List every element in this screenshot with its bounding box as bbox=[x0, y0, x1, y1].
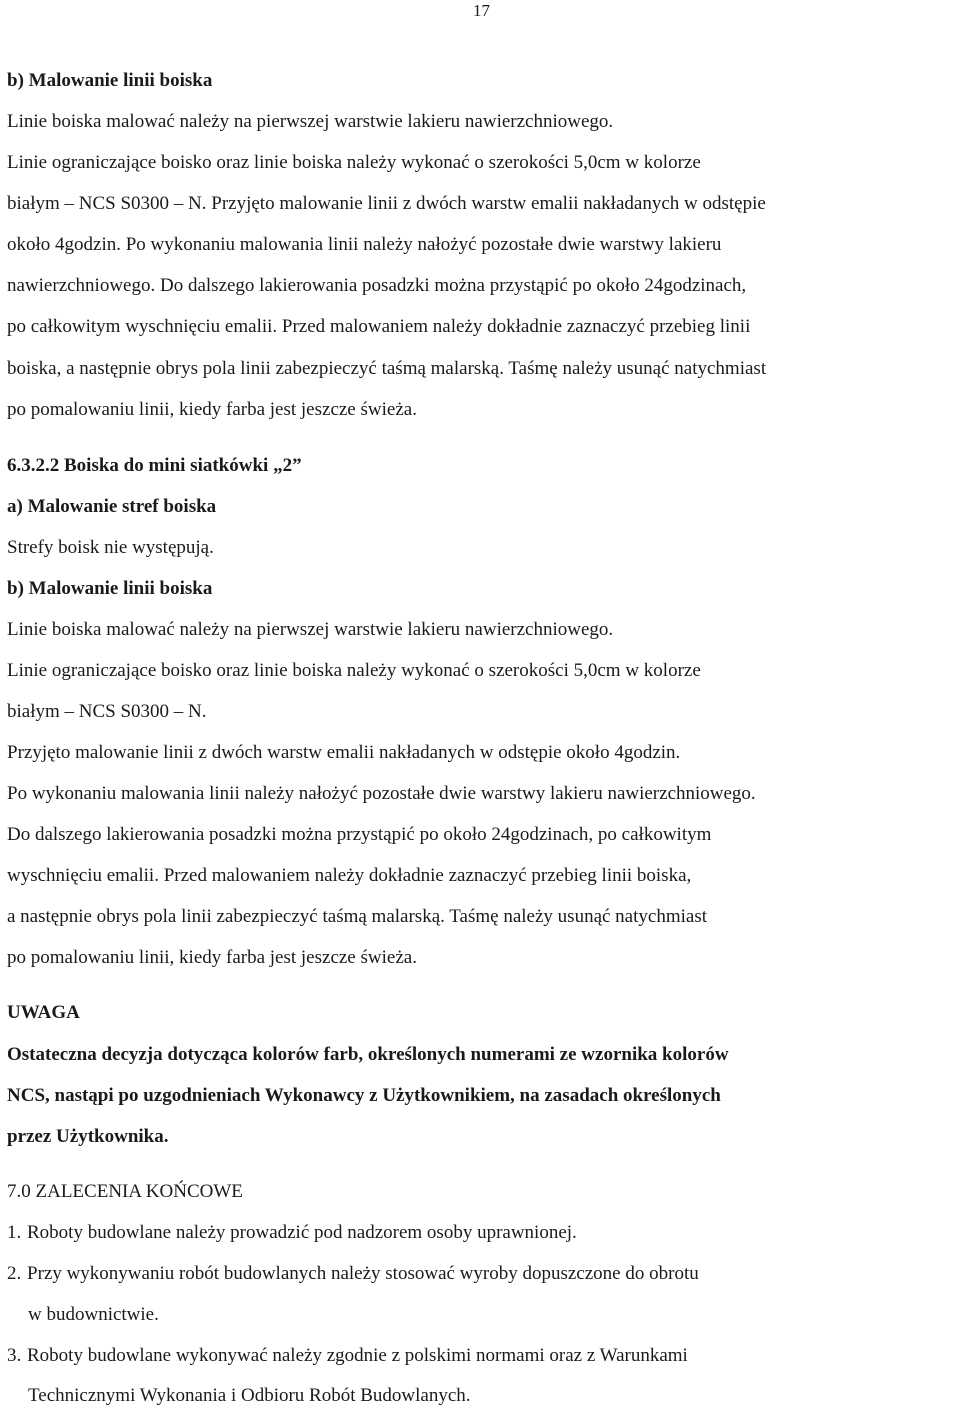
page-number: 17 bbox=[473, 1, 490, 20]
paragraph-line: boiska, a następnie obrys pola linii zabezpieczyć taśmą malarską. Taśmę należy usunąć natychmiast bbox=[7, 358, 767, 379]
paragraph-line: białym – NCS S0300 – N. bbox=[7, 701, 207, 722]
subsection-heading-zones: a) Malowanie stref boiska bbox=[7, 496, 217, 517]
uwaga-line: przez Użytkownika. bbox=[7, 1126, 169, 1147]
list-item-number: 3. bbox=[7, 1345, 22, 1366]
section-heading-final-recommendations: 7.0 ZALECENIA KOŃCOWE bbox=[7, 1181, 243, 1202]
uwaga-line: Ostateczna decyzja dotycząca kolorów farb, określonych numerami ze wzornika kolorów bbox=[7, 1044, 729, 1065]
list-item-number: 2. bbox=[7, 1263, 22, 1284]
paragraph-line: Linie ograniczające boisko oraz linie boiska należy wykonać o szerokości 5,0cm w kolorze bbox=[7, 660, 701, 681]
list-item bbox=[7, 1262, 699, 1286]
paragraph-line: po pomalowaniu linii, kiedy farba jest jeszcze świeża. bbox=[7, 947, 417, 968]
subsection-heading-line-marking: b) Malowanie linii boiska bbox=[7, 578, 213, 599]
paragraph-line: wyschnięciu emalii. Przed malowaniem należy dokładnie zaznaczyć przebieg linii boiska, bbox=[7, 865, 692, 886]
list-item bbox=[7, 1221, 577, 1245]
paragraph-line: nawierzchniowego. Do dalszego lakierowania posadzki można przystąpić po około 24godzinach, bbox=[7, 275, 747, 296]
paragraph-line: Strefy boisk nie występują. bbox=[7, 537, 214, 558]
paragraph-line: Do dalszego lakierowania posadzki można przystąpić po około 24godzinach, po całkowitym bbox=[7, 824, 712, 845]
paragraph-line: Linie boiska malować należy na pierwszej warstwie lakieru nawierzchniowego. bbox=[7, 111, 614, 132]
uwaga-line: NCS, nastąpi po uzgodnieniach Wykonawcy z Użytkownikiem, na zasadach określonych bbox=[7, 1085, 721, 1106]
uwaga-heading: UWAGA bbox=[7, 1002, 80, 1023]
list-item-text: Roboty budowlane wykonywać należy zgodnie z polskimi normami oraz z Warunkami bbox=[27, 1345, 688, 1366]
paragraph-line: Linie boiska malować należy na pierwszej warstwie lakieru nawierzchniowego. bbox=[7, 619, 614, 640]
paragraph-line: Linie ograniczające boisko oraz linie boiska należy wykonać o szerokości 5,0cm w kolorze bbox=[7, 152, 701, 173]
paragraph-line: po całkowitym wyschnięciu emalii. Przed malowaniem należy dokładnie zaznaczyć przebieg linii bbox=[7, 316, 751, 337]
paragraph-line: białym – NCS S0300 – N. Przyjęto malowanie linii z dwóch warstw emalii nakładanych w odstępie bbox=[7, 193, 766, 214]
list-item-text: Przy wykonywaniu robót budowlanych należy stosować wyroby dopuszczone do obrotu bbox=[27, 1263, 699, 1284]
list-item-text: Roboty budowlane należy prowadzić pod nadzorem osoby uprawnionej. bbox=[27, 1222, 577, 1243]
list-item-continuation: Technicznymi Wykonania i Odbioru Robót Budowlanych. bbox=[28, 1385, 471, 1406]
list-item-number: 1. bbox=[7, 1222, 22, 1243]
section-heading-mini-volleyball: 6.3.2.2 Boiska do mini siatkówki „2” bbox=[7, 455, 302, 476]
list-item bbox=[7, 1344, 688, 1368]
paragraph-line: Przyjęto malowanie linii z dwóch warstw emalii nakładanych w odstępie około 4godzin. bbox=[7, 742, 681, 763]
list-item-continuation: w budownictwie. bbox=[28, 1304, 159, 1325]
section-heading-line-marking: b) Malowanie linii boiska bbox=[7, 70, 213, 91]
paragraph-line: po pomalowaniu linii, kiedy farba jest jeszcze świeża. bbox=[7, 399, 417, 420]
paragraph-line: Po wykonaniu malowania linii należy nałożyć pozostałe dwie warstwy lakieru nawierzchniowego. bbox=[7, 783, 756, 804]
paragraph-line: a następnie obrys pola linii zabezpieczyć taśmą malarską. Taśmę należy usunąć natychmiast bbox=[7, 906, 707, 927]
paragraph-line: około 4godzin. Po wykonaniu malowania linii należy nałożyć pozostałe dwie warstwy lakieru bbox=[7, 234, 722, 255]
